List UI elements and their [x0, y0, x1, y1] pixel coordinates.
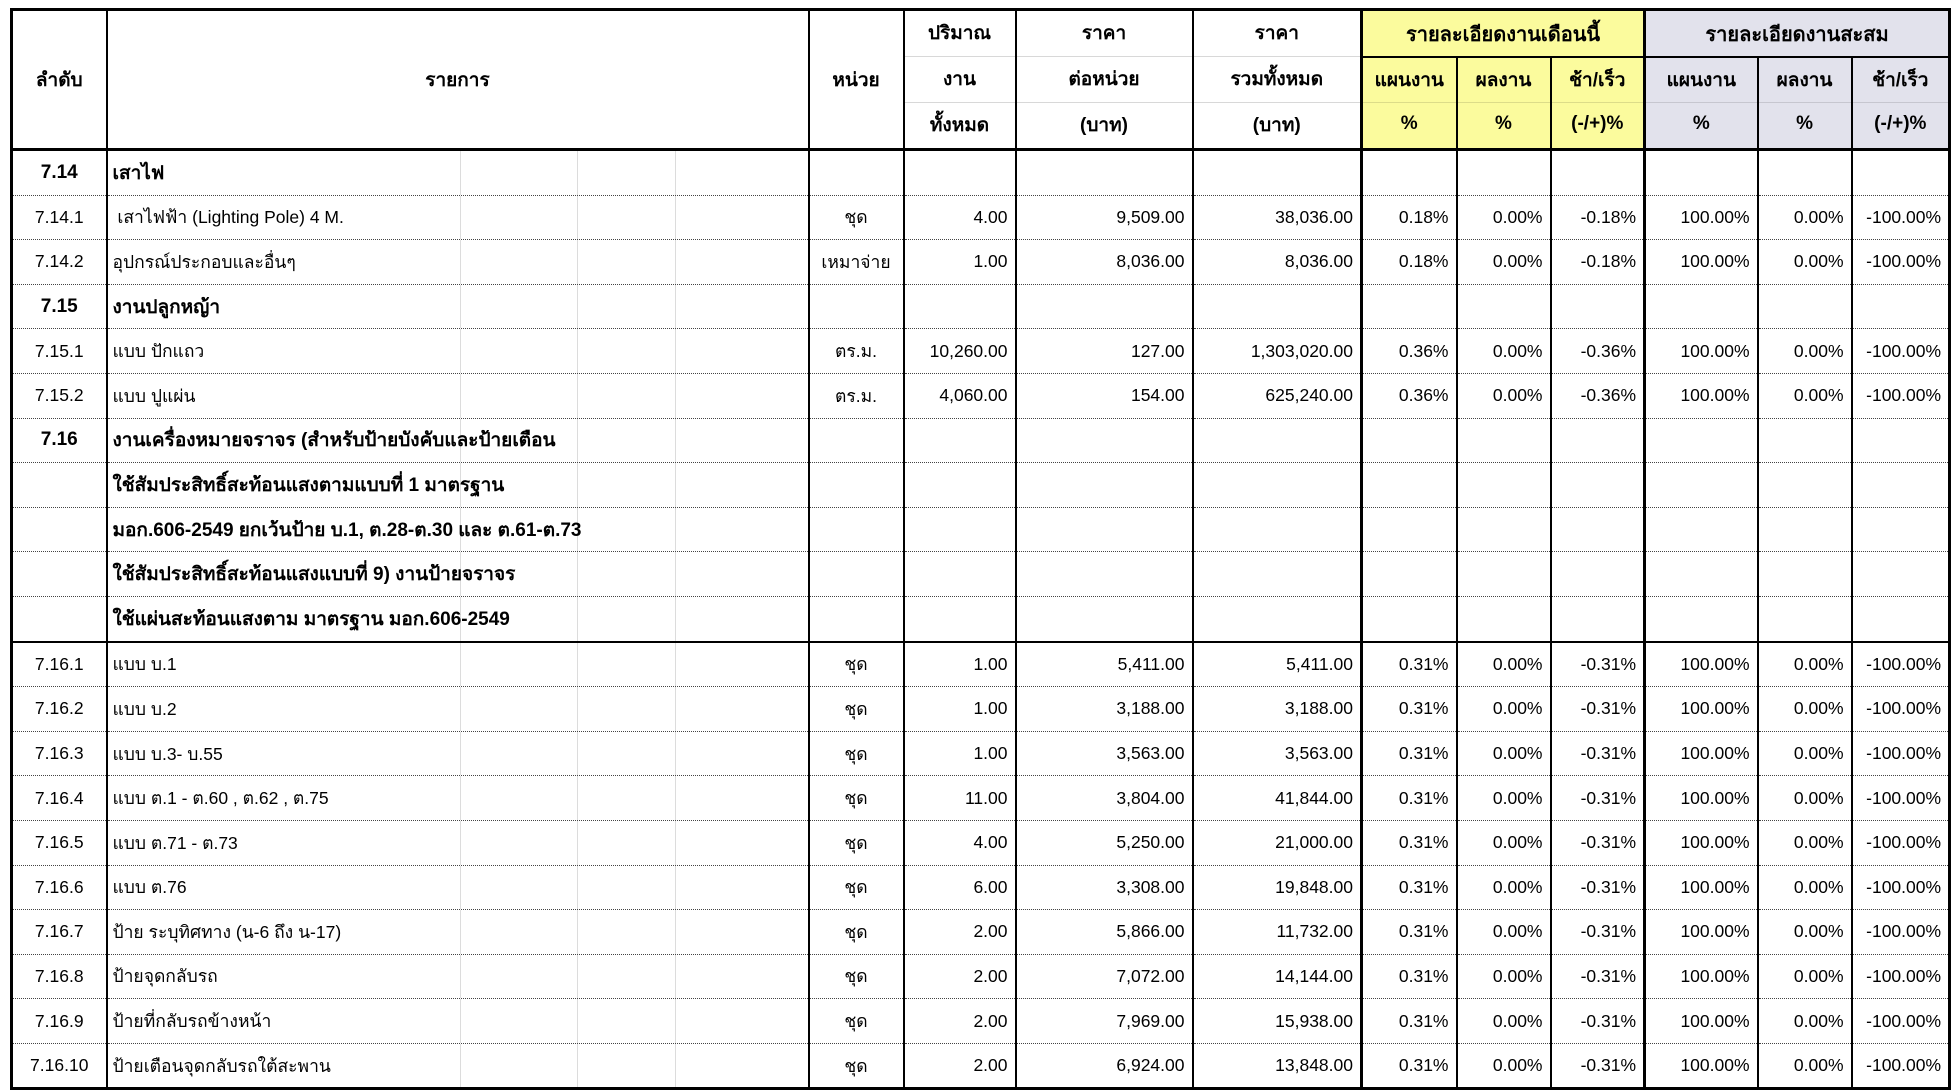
cell-diff_c: -100.00%	[1852, 865, 1950, 910]
cell-diff_c: -100.00%	[1852, 240, 1950, 285]
cell-total: 3,188.00	[1193, 687, 1362, 732]
cell-name: ป้ายที่กลับรถข้างหน้า	[107, 999, 809, 1044]
cell-work_m: 0.00%	[1457, 999, 1551, 1044]
table-row	[12, 642, 1950, 687]
cell-unit: ชุด	[809, 910, 904, 955]
cell-plan_m: 0.31%	[1362, 954, 1457, 999]
cell-total	[1193, 284, 1362, 329]
cell-diff_m	[1551, 507, 1645, 552]
cell-plan_m: 0.36%	[1362, 373, 1457, 418]
cell-plan_c: 100.00%	[1645, 910, 1758, 955]
cell-plan_m: 0.31%	[1362, 687, 1457, 732]
cell-qty: 2.00	[904, 910, 1016, 955]
progress-table	[10, 8, 1951, 1090]
cell-qty: 4.00	[904, 195, 1016, 240]
cell-plan_c: 100.00%	[1645, 687, 1758, 732]
cell-unit	[809, 284, 904, 329]
cell-work_c	[1758, 463, 1852, 508]
cell-diff_c	[1852, 552, 1950, 597]
cell-unit_price: 7,969.00	[1016, 999, 1193, 1044]
table-row	[12, 507, 1950, 552]
cell-plan_m: 0.31%	[1362, 910, 1457, 955]
cell-plan_c: 100.00%	[1645, 642, 1758, 687]
cell-work_m: 0.00%	[1457, 687, 1551, 732]
cell-unit: ชุด	[809, 865, 904, 910]
cell-work_c: 0.00%	[1758, 329, 1852, 374]
cell-name: แบบ ปักแถว	[107, 329, 809, 374]
cell-no: 7.16.7	[12, 910, 107, 955]
cell-no	[12, 596, 107, 641]
table-row	[12, 373, 1950, 418]
cell-unit_price: 127.00	[1016, 329, 1193, 374]
cell-total: 41,844.00	[1193, 776, 1362, 821]
cell-no: 7.16.9	[12, 999, 107, 1044]
cell-plan_c	[1645, 552, 1758, 597]
cell-work_c	[1758, 150, 1852, 196]
cell-unit_price: 9,509.00	[1016, 195, 1193, 240]
header-month-plan: แผนงาน %	[1362, 57, 1457, 150]
cell-work_c: 0.00%	[1758, 954, 1852, 999]
cell-qty: 1.00	[904, 731, 1016, 776]
cell-unit	[809, 463, 904, 508]
cell-unit_price: 3,563.00	[1016, 731, 1193, 776]
table-body	[12, 150, 1950, 1089]
cell-unit: ตร.ม.	[809, 373, 904, 418]
cell-qty	[904, 418, 1016, 463]
cell-qty: 2.00	[904, 1043, 1016, 1089]
cell-diff_m	[1551, 284, 1645, 329]
cell-name: ใช้สัมประสิทธิ์สะท้อนแสงตามแบบที่ 1 มาตรฐาน	[107, 463, 809, 508]
cell-diff_c: -100.00%	[1852, 1043, 1950, 1089]
cell-diff_m	[1551, 596, 1645, 641]
cell-total: 3,563.00	[1193, 731, 1362, 776]
cell-name: เสาไฟฟ้า (Lighting Pole) 4 M.	[107, 195, 809, 240]
cell-diff_m: -0.31%	[1551, 731, 1645, 776]
cell-plan_m: 0.31%	[1362, 642, 1457, 687]
cell-unit: ชุด	[809, 642, 904, 687]
cell-plan_m: 0.31%	[1362, 776, 1457, 821]
cell-diff_c: -100.00%	[1852, 373, 1950, 418]
cell-unit	[809, 507, 904, 552]
cell-work_c: 0.00%	[1758, 776, 1852, 821]
cell-total	[1193, 596, 1362, 641]
cell-unit_price: 3,308.00	[1016, 865, 1193, 910]
cell-unit: ชุด	[809, 999, 904, 1044]
cell-qty: 1.00	[904, 240, 1016, 285]
cell-plan_c: 100.00%	[1645, 776, 1758, 821]
cell-plan_m	[1362, 150, 1457, 196]
cell-plan_m: 0.31%	[1362, 1043, 1457, 1089]
cell-no: 7.16.6	[12, 865, 107, 910]
table-row	[12, 776, 1950, 821]
table-row	[12, 195, 1950, 240]
cell-diff_c: -100.00%	[1852, 731, 1950, 776]
cell-work_c: 0.00%	[1758, 999, 1852, 1044]
cell-diff_c	[1852, 463, 1950, 508]
cell-name: แบบ ปูแผ่น	[107, 373, 809, 418]
cell-total	[1193, 418, 1362, 463]
cell-name: ป้ายจุดกลับรถ	[107, 954, 809, 999]
cell-qty: 6.00	[904, 865, 1016, 910]
cell-diff_m: -0.31%	[1551, 865, 1645, 910]
cell-work_m	[1457, 418, 1551, 463]
header-no: ลำดับ	[12, 10, 107, 150]
cell-no: 7.14.1	[12, 195, 107, 240]
table-row	[12, 865, 1950, 910]
cell-qty: 2.00	[904, 999, 1016, 1044]
table-row	[12, 240, 1950, 285]
cell-total: 19,848.00	[1193, 865, 1362, 910]
cell-name: แบบ บ.1	[107, 642, 809, 687]
cell-diff_c: -100.00%	[1852, 642, 1950, 687]
cell-diff_m: -0.18%	[1551, 195, 1645, 240]
cell-work_m: 0.00%	[1457, 240, 1551, 285]
cell-unit: ชุด	[809, 954, 904, 999]
cell-diff_m	[1551, 150, 1645, 196]
cell-total	[1193, 150, 1362, 196]
cell-plan_m	[1362, 418, 1457, 463]
cell-diff_c: -100.00%	[1852, 687, 1950, 732]
cell-unit_price: 6,924.00	[1016, 1043, 1193, 1089]
cell-name: เสาไฟ	[107, 150, 809, 196]
cell-total: 13,848.00	[1193, 1043, 1362, 1089]
cell-no: 7.15	[12, 284, 107, 329]
cell-work_c: 0.00%	[1758, 642, 1852, 687]
header-cum-actual: ผลงาน %	[1758, 57, 1852, 150]
table-row	[12, 1043, 1950, 1089]
cell-work_m: 0.00%	[1457, 865, 1551, 910]
cell-qty	[904, 552, 1016, 597]
cell-plan_c: 100.00%	[1645, 195, 1758, 240]
cell-work_m	[1457, 284, 1551, 329]
cell-work_m: 0.00%	[1457, 642, 1551, 687]
cell-name: ป้ายเตือนจุดกลับรถใต้สะพาน	[107, 1043, 809, 1089]
cell-name: แบบ ต.71 - ต.73	[107, 820, 809, 865]
table-row	[12, 418, 1950, 463]
cell-no	[12, 507, 107, 552]
header-item: รายการ	[107, 10, 809, 150]
cell-work_c	[1758, 552, 1852, 597]
cell-work_m: 0.00%	[1457, 820, 1551, 865]
cell-diff_m	[1551, 463, 1645, 508]
cell-name: แบบ บ.2	[107, 687, 809, 732]
cell-no: 7.16.5	[12, 820, 107, 865]
cell-unit_price	[1016, 150, 1193, 196]
cell-name: งานเครื่องหมายจราจร (สำหรับป้ายบังคับและป้ายเตือน	[107, 418, 809, 463]
cell-diff_c: -100.00%	[1852, 954, 1950, 999]
cell-unit_price	[1016, 463, 1193, 508]
cell-work_c: 0.00%	[1758, 731, 1852, 776]
cell-plan_m: 0.31%	[1362, 820, 1457, 865]
cell-qty	[904, 596, 1016, 641]
cell-name: งานปลูกหญ้า	[107, 284, 809, 329]
cell-no: 7.16.3	[12, 731, 107, 776]
cell-unit: เหมาจ่าย	[809, 240, 904, 285]
cell-total	[1193, 507, 1362, 552]
cell-diff_c: -100.00%	[1852, 329, 1950, 374]
cell-work_c: 0.00%	[1758, 865, 1852, 910]
cell-work_c: 0.00%	[1758, 910, 1852, 955]
cell-unit: ชุด	[809, 820, 904, 865]
cell-diff_m: -0.31%	[1551, 910, 1645, 955]
cell-work_c: 0.00%	[1758, 240, 1852, 285]
cell-work_c: 0.00%	[1758, 1043, 1852, 1089]
table-row	[12, 596, 1950, 641]
cell-diff_c	[1852, 596, 1950, 641]
cell-plan_m	[1362, 284, 1457, 329]
cell-diff_c: -100.00%	[1852, 999, 1950, 1044]
cell-no: 7.16	[12, 418, 107, 463]
cell-no: 7.15.2	[12, 373, 107, 418]
cell-diff_c: -100.00%	[1852, 776, 1950, 821]
cell-name: ใช้แผ่นสะท้อนแสงตาม มาตรฐาน มอก.606-2549	[107, 596, 809, 641]
cell-unit: ชุด	[809, 195, 904, 240]
cell-unit: ตร.ม.	[809, 329, 904, 374]
cell-no: 7.14	[12, 150, 107, 196]
cell-diff_m: -0.18%	[1551, 240, 1645, 285]
cell-diff_m: -0.31%	[1551, 954, 1645, 999]
cell-diff_c: -100.00%	[1852, 910, 1950, 955]
cell-plan_c: 100.00%	[1645, 329, 1758, 374]
cell-work_m	[1457, 150, 1551, 196]
cell-diff_m	[1551, 418, 1645, 463]
cell-plan_m	[1362, 463, 1457, 508]
cell-plan_c: 100.00%	[1645, 820, 1758, 865]
cell-plan_m: 0.31%	[1362, 865, 1457, 910]
cell-unit	[809, 596, 904, 641]
cell-plan_c: 100.00%	[1645, 731, 1758, 776]
cell-unit_price	[1016, 596, 1193, 641]
cell-unit: ชุด	[809, 776, 904, 821]
cell-plan_c: 100.00%	[1645, 999, 1758, 1044]
header-unit-price: ราคา ต่อหน่วย (บาท)	[1016, 10, 1193, 150]
cell-unit_price: 5,411.00	[1016, 642, 1193, 687]
cell-diff_c: -100.00%	[1852, 195, 1950, 240]
cell-total: 11,732.00	[1193, 910, 1362, 955]
cell-plan_c	[1645, 463, 1758, 508]
cell-plan_c: 100.00%	[1645, 240, 1758, 285]
cell-total: 5,411.00	[1193, 642, 1362, 687]
cell-no: 7.14.2	[12, 240, 107, 285]
cell-no: 7.16.10	[12, 1043, 107, 1089]
cell-total: 21,000.00	[1193, 820, 1362, 865]
cell-plan_m: 0.18%	[1362, 195, 1457, 240]
cell-total	[1193, 463, 1362, 508]
cell-diff_c	[1852, 507, 1950, 552]
cell-unit_price	[1016, 284, 1193, 329]
cell-unit_price: 5,250.00	[1016, 820, 1193, 865]
cell-total: 8,036.00	[1193, 240, 1362, 285]
cell-diff_c	[1852, 284, 1950, 329]
table-row	[12, 463, 1950, 508]
header-month-actual: ผลงาน %	[1457, 57, 1551, 150]
cell-plan_m: 0.18%	[1362, 240, 1457, 285]
cell-no	[12, 552, 107, 597]
cell-plan_c: 100.00%	[1645, 954, 1758, 999]
cell-plan_m	[1362, 596, 1457, 641]
cell-work_m	[1457, 463, 1551, 508]
table-row	[12, 999, 1950, 1044]
cell-no	[12, 463, 107, 508]
cell-work_m	[1457, 507, 1551, 552]
cell-work_m	[1457, 552, 1551, 597]
cell-unit_price: 8,036.00	[1016, 240, 1193, 285]
cell-unit	[809, 552, 904, 597]
cell-name: อุปกรณ์ประกอบและอื่นๆ	[107, 240, 809, 285]
cell-plan_c	[1645, 596, 1758, 641]
cell-work_m: 0.00%	[1457, 776, 1551, 821]
cell-unit_price	[1016, 418, 1193, 463]
cell-qty	[904, 463, 1016, 508]
cell-name: มอก.606-2549 ยกเว้นป้าย บ.1, ต.28-ต.30 และ ต.61-ต.73	[107, 507, 809, 552]
cell-work_c	[1758, 418, 1852, 463]
cell-work_c: 0.00%	[1758, 195, 1852, 240]
header-cum-diff: ช้า/เร็ว (-/+)%	[1852, 57, 1950, 150]
cell-plan_c: 100.00%	[1645, 1043, 1758, 1089]
cell-qty	[904, 507, 1016, 552]
cell-plan_c	[1645, 284, 1758, 329]
cell-unit_price: 154.00	[1016, 373, 1193, 418]
header-cumulative-group: รายละเอียดงานสะสม	[1645, 10, 1950, 58]
cell-qty: 10,260.00	[904, 329, 1016, 374]
cell-no: 7.16.8	[12, 954, 107, 999]
table-row	[12, 329, 1950, 374]
table-row	[12, 954, 1950, 999]
cell-work_c: 0.00%	[1758, 687, 1852, 732]
cell-name: แบบ ต.76	[107, 865, 809, 910]
cell-qty	[904, 284, 1016, 329]
cell-no: 7.16.4	[12, 776, 107, 821]
header-month-diff: ช้า/เร็ว (-/+)%	[1551, 57, 1645, 150]
cell-total: 625,240.00	[1193, 373, 1362, 418]
header-cum-plan: แผนงาน %	[1645, 57, 1758, 150]
cell-total: 1,303,020.00	[1193, 329, 1362, 374]
cell-work_c: 0.00%	[1758, 373, 1852, 418]
cell-total: 15,938.00	[1193, 999, 1362, 1044]
cell-qty: 4,060.00	[904, 373, 1016, 418]
cell-diff_m: -0.31%	[1551, 687, 1645, 732]
cell-plan_m	[1362, 552, 1457, 597]
cell-qty: 2.00	[904, 954, 1016, 999]
header-unit: หน่วย	[809, 10, 904, 150]
cell-plan_c	[1645, 507, 1758, 552]
cell-qty: 1.00	[904, 687, 1016, 732]
table-row	[12, 731, 1950, 776]
cell-work_m	[1457, 596, 1551, 641]
cell-work_c	[1758, 507, 1852, 552]
cell-diff_m	[1551, 552, 1645, 597]
header-quantity: ปริมาณ งาน ทั้งหมด	[904, 10, 1016, 150]
cell-plan_c	[1645, 418, 1758, 463]
cell-unit_price: 3,188.00	[1016, 687, 1193, 732]
cell-name: แบบ บ.3- บ.55	[107, 731, 809, 776]
cell-diff_m: -0.31%	[1551, 642, 1645, 687]
cell-diff_m: -0.36%	[1551, 329, 1645, 374]
cell-unit_price	[1016, 507, 1193, 552]
cell-qty: 1.00	[904, 642, 1016, 687]
cell-diff_c	[1852, 418, 1950, 463]
cell-qty: 4.00	[904, 820, 1016, 865]
cell-work_m: 0.00%	[1457, 731, 1551, 776]
table-row	[12, 687, 1950, 732]
table-row	[12, 910, 1950, 955]
table-row	[12, 150, 1950, 196]
cell-diff_m: -0.36%	[1551, 373, 1645, 418]
cell-unit	[809, 150, 904, 196]
cell-no: 7.16.2	[12, 687, 107, 732]
cell-plan_m: 0.36%	[1362, 329, 1457, 374]
cell-plan_c	[1645, 150, 1758, 196]
cell-qty	[904, 150, 1016, 196]
cell-no: 7.16.1	[12, 642, 107, 687]
cell-qty: 11.00	[904, 776, 1016, 821]
cell-unit	[809, 418, 904, 463]
cell-plan_m: 0.31%	[1362, 731, 1457, 776]
cell-diff_m: -0.31%	[1551, 1043, 1645, 1089]
table-row	[12, 552, 1950, 597]
header-month-group: รายละเอียดงานเดือนนี้	[1362, 10, 1645, 58]
header-total-price: ราคา รวมทั้งหมด (บาท)	[1193, 10, 1362, 150]
cell-work_m: 0.00%	[1457, 910, 1551, 955]
cell-work_c: 0.00%	[1758, 820, 1852, 865]
cell-no: 7.15.1	[12, 329, 107, 374]
cell-unit_price: 5,866.00	[1016, 910, 1193, 955]
cell-total	[1193, 552, 1362, 597]
cell-diff_m: -0.31%	[1551, 776, 1645, 821]
cell-total: 38,036.00	[1193, 195, 1362, 240]
cell-work_c	[1758, 596, 1852, 641]
cell-work_c	[1758, 284, 1852, 329]
cell-name: แบบ ต.1 - ต.60 , ต.62 , ต.75	[107, 776, 809, 821]
cell-diff_m: -0.31%	[1551, 820, 1645, 865]
cell-diff_m: -0.31%	[1551, 999, 1645, 1044]
cell-plan_m	[1362, 507, 1457, 552]
cell-unit_price	[1016, 552, 1193, 597]
cell-total: 14,144.00	[1193, 954, 1362, 999]
cell-plan_c: 100.00%	[1645, 373, 1758, 418]
cell-unit_price: 7,072.00	[1016, 954, 1193, 999]
cell-plan_m: 0.31%	[1362, 999, 1457, 1044]
cell-diff_c	[1852, 150, 1950, 196]
cell-unit: ชุด	[809, 687, 904, 732]
cell-work_m: 0.00%	[1457, 329, 1551, 374]
cell-name: ใช้สัมประสิทธิ์สะท้อนแสงแบบที่ 9) งานป้ายจราจร	[107, 552, 809, 597]
cell-work_m: 0.00%	[1457, 954, 1551, 999]
cell-plan_c: 100.00%	[1645, 865, 1758, 910]
cell-unit_price: 3,804.00	[1016, 776, 1193, 821]
cell-diff_c: -100.00%	[1852, 820, 1950, 865]
cell-name: ป้าย ระบุทิศทาง (น-6 ถึง น-17)	[107, 910, 809, 955]
cell-work_m: 0.00%	[1457, 1043, 1551, 1089]
table-row	[12, 820, 1950, 865]
cell-unit: ชุด	[809, 731, 904, 776]
cell-work_m: 0.00%	[1457, 373, 1551, 418]
table-header	[12, 10, 1950, 150]
cell-work_m: 0.00%	[1457, 195, 1551, 240]
cell-unit: ชุด	[809, 1043, 904, 1089]
table-row	[12, 284, 1950, 329]
